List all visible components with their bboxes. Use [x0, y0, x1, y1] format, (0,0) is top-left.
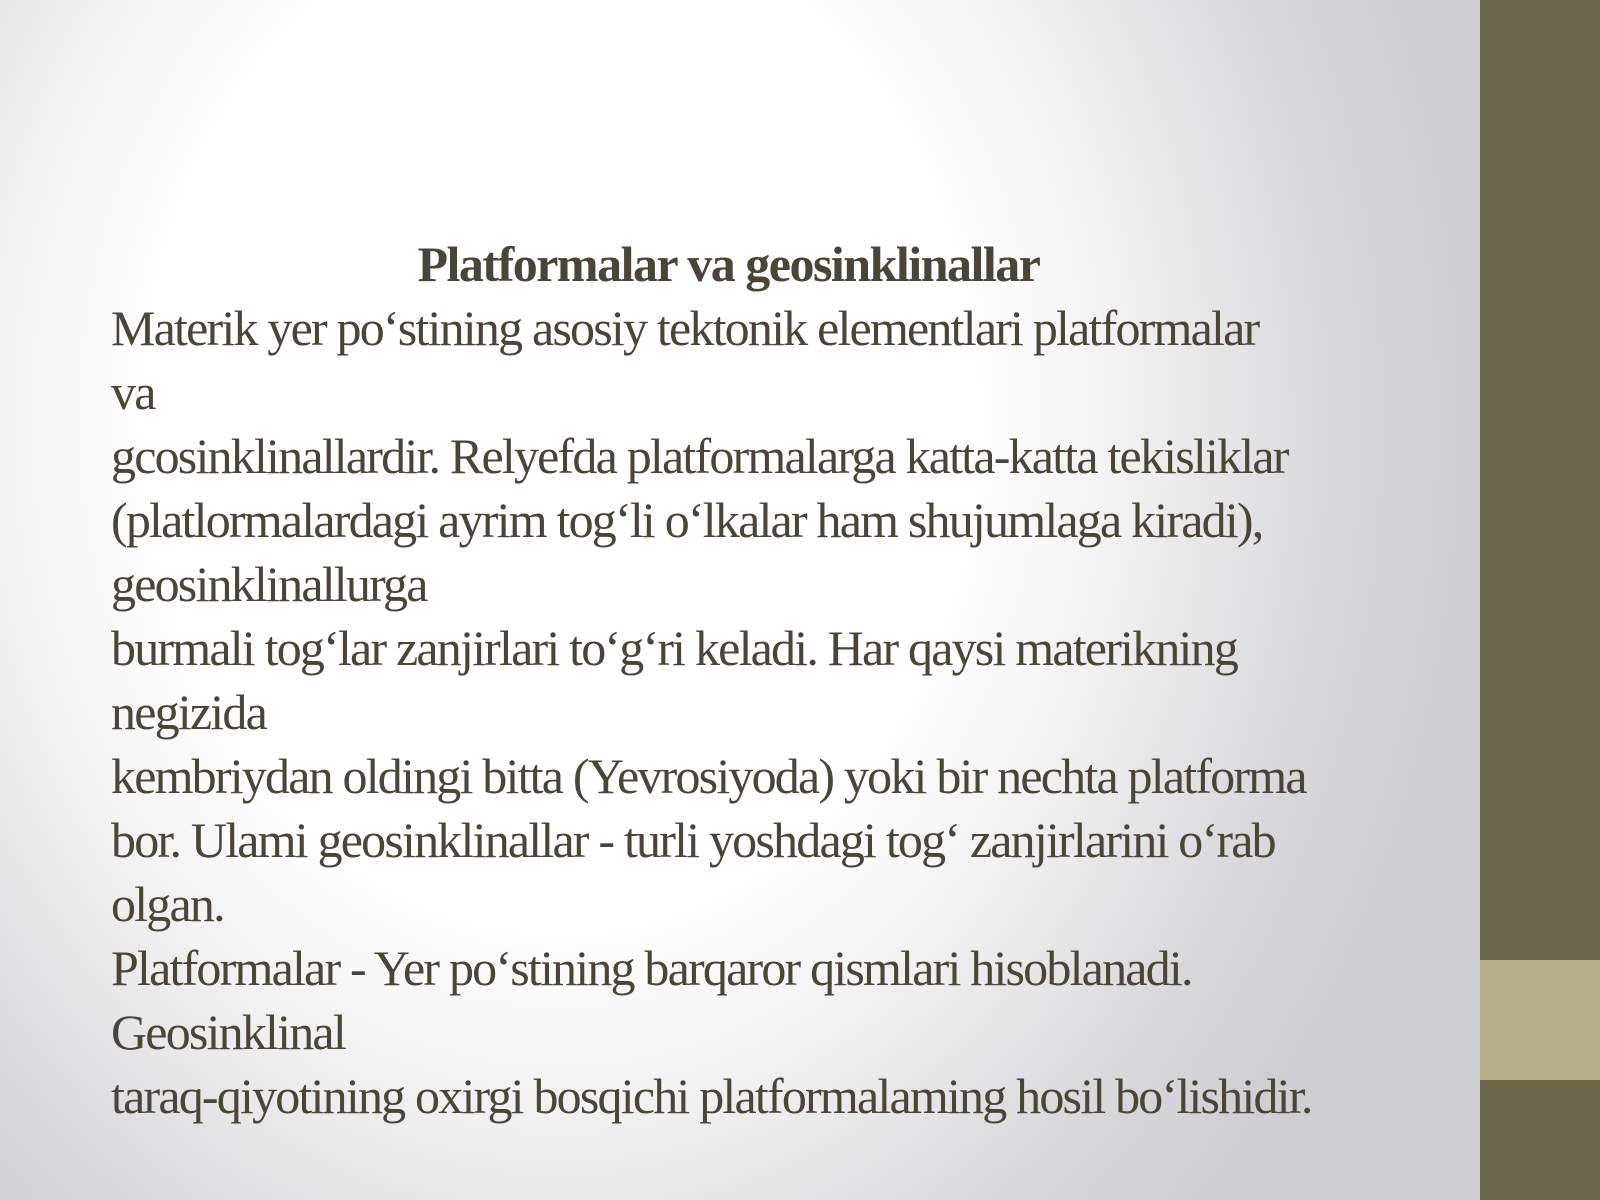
body-line-4: (platlormalardagi ayrim tog‘li o‘lkalar ham shujumlaga kiradi),	[111, 492, 1263, 548]
body-line-6: burmali tog‘lar zanjirlari to‘g‘ri keladi. Har qaysi materikning	[111, 620, 1238, 676]
body-line-2: va	[111, 364, 155, 420]
body-line-8: kembriydan oldingi bitta (Yevrosiyoda) yoki bir nechta platforma	[111, 748, 1306, 804]
body-line-7: negizida	[111, 684, 266, 740]
body-line-13: taraq-qiyotining oxirgi bosqichi platformalaming hosil bo‘lishidir.	[111, 1068, 1312, 1124]
body-line-12: Geosinklinal	[111, 1004, 345, 1060]
slide-body	[111, 232, 1471, 1128]
slide-title: Platformalar va geosinklinallar	[417, 236, 1040, 292]
body-line-5: geosinklinallurga	[111, 556, 427, 612]
body-line-11: Platformalar - Yer po‘stining barqaror qismlari hisoblanadi.	[111, 940, 1192, 996]
body-line-3: gcosinklinallardir. Relyefda platformalarga katta-katta tekisliklar	[111, 428, 1288, 484]
body-line-1: Materik yer po‘stining asosiy tektonik elementlari platformalar	[111, 300, 1259, 356]
side-decor-accent	[1480, 960, 1600, 1080]
body-line-10: olgan.	[111, 876, 224, 932]
body-line-9: bor. Ulami geosinklinallar - turli yoshdagi tog‘ zanjirlarini o‘rab	[111, 812, 1275, 868]
